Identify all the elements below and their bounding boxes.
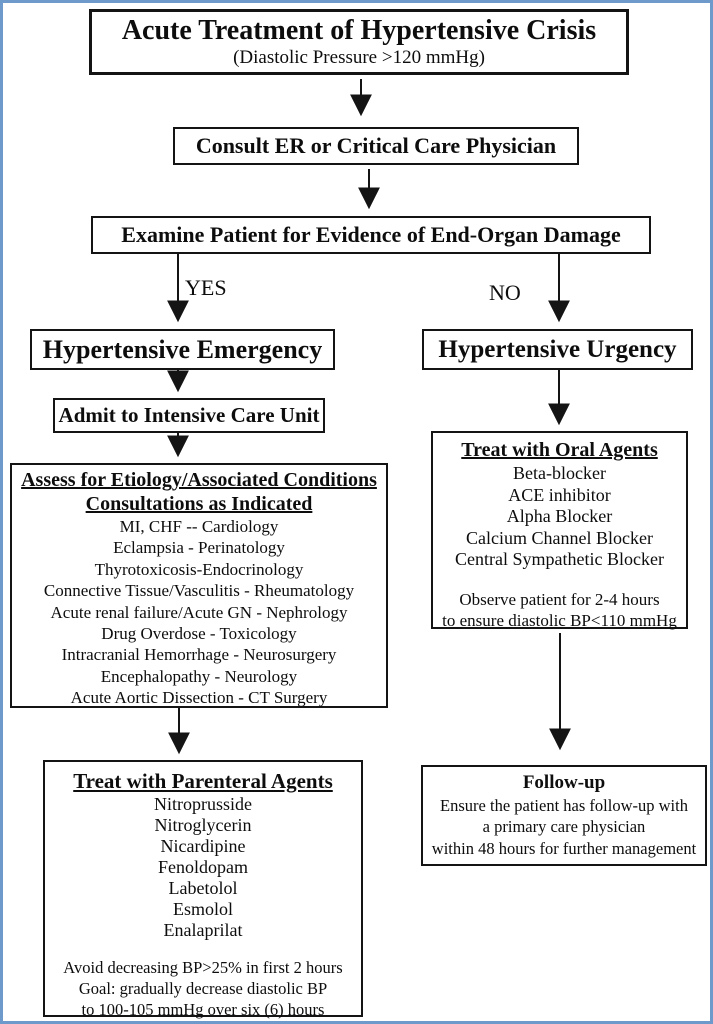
node-assess-etiology (10, 463, 388, 708)
parenteral-agent: Fenoldopam (158, 856, 248, 877)
parenteral-agent: Nicardipine (160, 836, 246, 856)
followup-note: Ensure the patient has follow-up with (440, 795, 688, 815)
assess-item: Connective Tissue/Vasculitis - Rheumatology (43, 581, 355, 601)
parenteral-agent: Nitroglycerin (154, 815, 252, 836)
node-parenteral-agents (43, 760, 363, 1017)
parenteral-agent: Labetolol (168, 877, 238, 898)
node-consult (173, 127, 579, 165)
assess-item: Intracranial Hemorrhage - Neurosurgery (61, 645, 337, 665)
oral-agent: Beta-blocker (513, 463, 606, 483)
node-admit-icu (53, 398, 325, 433)
parenteral-note: to 100-105 mmHg over six (6) hours (81, 999, 325, 1019)
oral-heading: Treat with Oral Agents (461, 439, 658, 461)
admit-label: Admit to Intensive Care Unit (58, 403, 320, 427)
assess-item: Drug Overdose - Toxicology (101, 624, 297, 644)
parenteral-note: Goal: gradually decrease diastolic BP (78, 979, 328, 998)
oral-notes (433, 589, 686, 632)
assess-item: Eclampsia - Perinatology (113, 538, 285, 558)
urgency-label: Hypertensive Urgency (438, 335, 677, 363)
branch-yes-label: YES (185, 275, 227, 300)
consult-label: Consult ER or Critical Care Physician (195, 133, 557, 158)
assess-item: MI, CHF -- Cardiology (119, 517, 279, 536)
oral-agent: Calcium Channel Blocker (466, 527, 653, 548)
parenteral-agent: Nitroprusside (154, 794, 252, 815)
assess-item: Acute Aortic Dissection - CT Surgery (70, 688, 328, 708)
assess-item: Encephalopathy - Neurology (100, 666, 298, 686)
parenteral-notes (45, 958, 361, 1020)
oral-agent: ACE inhibitor (508, 484, 611, 505)
parenteral-agent: Enalaprilat (163, 919, 243, 940)
parenteral-agent: Esmolol (172, 898, 233, 919)
assess-heading-line2: Consultations as Indicated (85, 493, 313, 515)
oral-note: Observe patient for 2-4 hours (459, 589, 660, 609)
node-title (89, 9, 629, 75)
assess-item: Thyrotoxicosis-Endocrinology (94, 559, 304, 579)
oral-agent: Central Sympathetic Blocker (455, 549, 664, 570)
parenteral-heading: Treat with Parenteral Agents (73, 769, 333, 793)
followup-note: a primary care physician (482, 817, 646, 837)
followup-note: within 48 hours for further management (431, 838, 697, 858)
title-subheading: (Diastolic Pressure >120 mmHg) (233, 47, 485, 69)
assess-heading-line1: Assess for Etiology/Associated Conditions (21, 469, 377, 491)
node-followup (421, 765, 707, 866)
node-hypertensive-urgency (422, 329, 693, 370)
followup-heading: Follow-up (522, 772, 606, 793)
branch-no-label: NO (489, 280, 521, 305)
title-heading: Acute Treatment of Hypertensive Crisis (121, 14, 597, 46)
parenteral-note: Avoid decreasing BP>25% in first 2 hours (63, 958, 343, 978)
oral-agent: Alpha Blocker (506, 506, 613, 527)
node-hypertensive-emergency (30, 329, 335, 370)
node-oral-agents (431, 431, 688, 629)
assess-item: Acute renal failure/Acute GN - Nephrology (50, 602, 348, 622)
emergency-label: Hypertensive Emergency (42, 334, 323, 364)
node-examine (91, 216, 651, 254)
examine-label: Examine Patient for Evidence of End-Organ Damage (121, 222, 621, 247)
oral-note: to ensure diastolic BP<110 mmHg (442, 611, 677, 631)
